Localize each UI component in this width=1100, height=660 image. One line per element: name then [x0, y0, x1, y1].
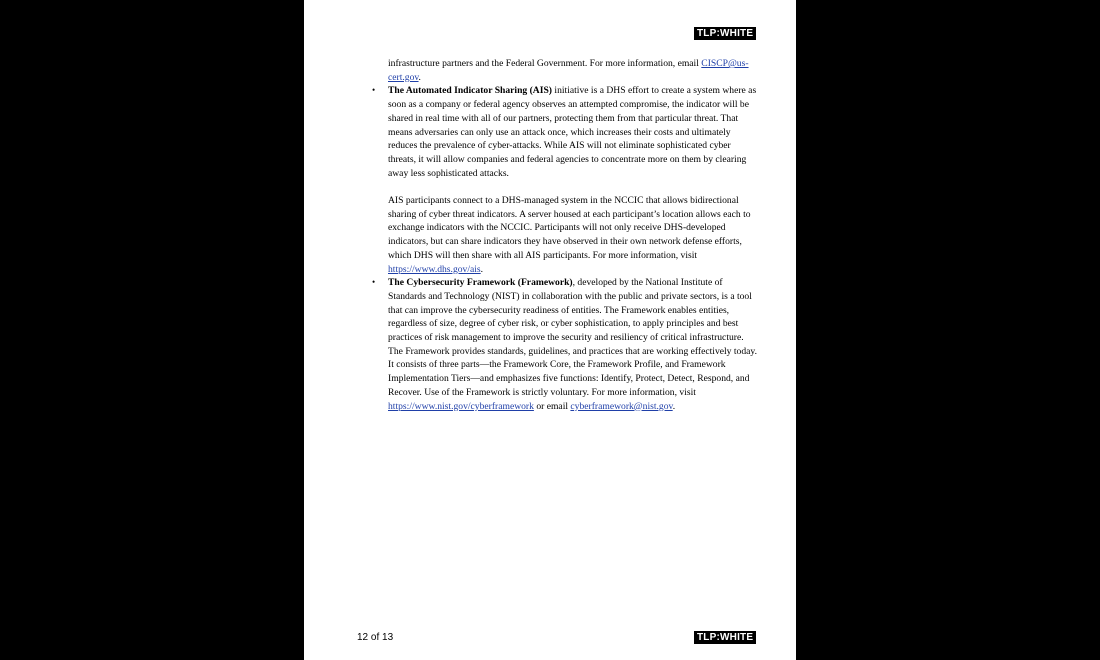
framework-tail: . [672, 400, 676, 412]
framework-mid: or email [533, 400, 571, 412]
tlp-header-label: TLP:WHITE [694, 27, 756, 40]
ais-tail: . [480, 263, 484, 275]
continued-text: infrastructure partners and the Federal Government. For more information, email [388, 58, 702, 69]
ais-para2-text: AIS participants connect to a DHS-managed system in the NCCIC that allows bidirectional sharing of cyber threat indicators. A server housed at each participant’s location allows each to exchange indicators with the NCCIC. Participants will not only receive DHS-developed indicators, but can share indicators they have observed in their own network defense efforts, which DHS will then share with all AIS participants. For more information, visit [388, 195, 751, 261]
framework-paragraph [388, 276, 760, 413]
bullet-icon: • [372, 85, 376, 96]
framework-bullet-item [372, 276, 760, 413]
document-page [304, 0, 796, 660]
framework-text: , developed by the National Institute of Standards and Technology (NIST) in collaboration with the public and private sectors, is a tool that can improve the cybersecurity readiness of entities. The Framework enables entities, regardless of size, degree of cyber risk, or cyber sophistication, to apply principles and best practices of risk management to improve the security and resiliency of critical infrastructure. The Framework provides standards, guidelines, and practices that are working effectively today. It consists of three parts—the Framework Core, the Framework Profile, and Framework Implementation Tiers—and emphasizes five functions: Identify, Protect, Detect, Respond, and Recover. Use of the Framework is strictly voluntary. For more information, visit [388, 277, 757, 398]
ciscp-email-link[interactable]: CISCP@us-cert.gov [388, 58, 749, 83]
continued-tail: . [418, 71, 421, 83]
ais-text: initiative is a DHS effort to create a system where as soon as a company or federal agency observes an attempted compromise, the indicator will be shared in real time with all of our partners, protecting them from that particular threat. That means adversaries can only use an attack once, which increases their costs and ultimately reduces the prevalence of cyber-attacks. While AIS will not eliminate sophisticated cyber threats, it will allow companies and federal agencies to concentrate more on them by clearing away less sophisticated attacks. [388, 85, 757, 179]
ais-paragraph-2 [388, 194, 760, 276]
document-body [372, 57, 760, 413]
continued-paragraph [388, 57, 760, 84]
ais-bullet-item [372, 84, 760, 276]
ais-title: The Automated Indicator Sharing (AIS) [388, 85, 553, 97]
tlp-footer-label: TLP:WHITE [694, 631, 756, 644]
page-number: 12 of 13 [357, 632, 394, 643]
nist-email-link[interactable]: cyberframework@nist.gov [570, 400, 673, 412]
framework-title: The Cybersecurity Framework (Framework) [388, 277, 573, 289]
dhs-ais-link[interactable]: https://www.dhs.gov/ais [388, 263, 481, 275]
nist-framework-link[interactable]: https://www.nist.gov/cyberframework [388, 400, 534, 412]
ais-paragraph [388, 84, 760, 180]
bullet-icon: • [372, 277, 376, 288]
